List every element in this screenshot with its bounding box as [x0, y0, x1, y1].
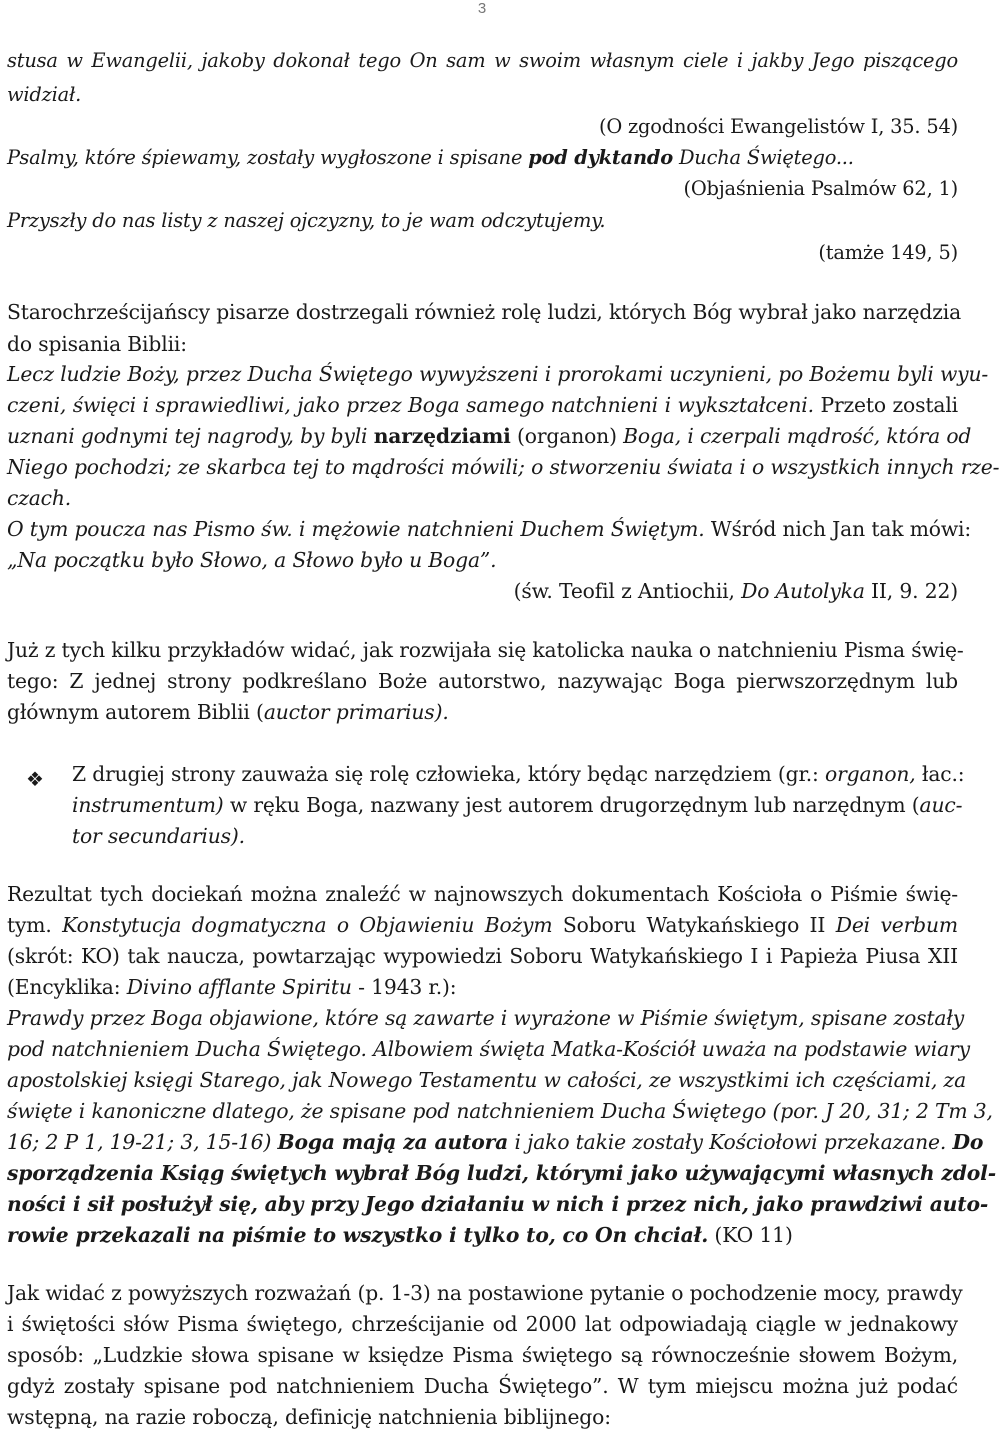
paragraph-3-line-1: Rezultat tych dociekań można znaleźć w najnowszych dokumentach Kościoła o Piśmie świę- — [7, 882, 958, 906]
emphasis-god-as-author: Boga mają za autora — [277, 1130, 509, 1154]
augustine-quote-reference-2: (Objaśnienia Psalmów 62, 1) — [683, 177, 958, 200]
theophilus-quote-line-6: O tym poucza nas Pismo św. i mężowie natchnieni Duchem Świętym. Wśród nich Jan tak mówi: — [7, 517, 972, 541]
theophilus-quote-line-4: Niego pochodzi; ze skarbca tej to mądrości mówili; o stworzeniu świata i o wszystkich innych rze- — [7, 455, 999, 479]
paragraph-1-line-2: do spisania Biblii: — [7, 332, 187, 356]
augustine-quote-reference-1: (O zgodności Ewangelistów I, 35. 54) — [599, 115, 958, 138]
augustine-quote-reference-3: (tamże 149, 5) — [818, 241, 958, 264]
paragraph-4-line-1: Jak widać z powyższych rozważań (p. 1-3) na postawione pytanie o pochodzenie mocy, prawdy — [7, 1281, 963, 1305]
paragraph-3-line-4: (Encyklika: Divino afflante Spiritu - 1943 r.): — [7, 975, 457, 999]
augustine-quote-line-1: stusa w Ewangelii, jakoby dokonał tego On sam w swoim własnym ciele i jakby Jego piszącego — [7, 49, 958, 72]
paragraph-2-line-1: Już z tych kilku przykładów widać, jak rozwijała się katolicka nauka o natchnieniu Pisma świę- — [7, 638, 964, 662]
diamond-bullet-icon: ❖ — [26, 767, 44, 791]
emphasis-dictation: pod dyktando — [528, 146, 673, 169]
paragraph-4-line-4: gdyż zostały spisane pod natchnieniem Ducha Świętego”. W tym miejscu można już podać — [7, 1374, 958, 1398]
theophilus-quote-line-3: uznani godnymi tej nagrody, by byli narzędziami (organon) Boga, i czerpali mądrość, która od — [7, 424, 972, 448]
theophilus-quote-line-1: Lecz ludzie Boży, przez Ducha Świętego wywyższeni i prorokami uczynieni, po Bożemu byli wyu- — [7, 362, 989, 386]
theophilus-quote-line-2: czeni, święci i sprawiedliwi, jako przez Boga samego natchnieni i wykształceni. Przeto zostali — [7, 393, 958, 417]
paragraph-2-line-3: głównym autorem Biblii (auctor primarius). — [7, 700, 449, 724]
bullet-line-3: tor secundarius). — [72, 824, 245, 848]
augustine-letters-quote: Przyszły do nas listy z naszej ojczyzny, to je wam odczytujemy. — [7, 209, 606, 232]
bullet-line-1: Z drugiej strony zauważa się rolę człowieka, który będąc narzędziem (gr.: organon, łac.: — [72, 762, 965, 786]
dei-verbum-line-7: ności i sił posłużył się, aby przy Jego działaniu w nich i przez nich, jako prawdziwi auto- — [7, 1192, 989, 1216]
dei-verbum-line-1: Prawdy przez Boga objawione, które są zawarte i wyrażone w Piśmie świętym, spisane zostały — [7, 1006, 965, 1030]
paragraph-2-line-2: tego: Z jednej strony podkreślano Boże autorstwo, nazywając Boga pierwszorzędnym lub — [7, 669, 958, 693]
paragraph-3-line-3: (skrót: KO) tak naucza, powtarzając wypowiedzi Soboru Watykańskiego I i Papieża Piusa XII — [7, 944, 958, 968]
dei-verbum-line-5: 16; 2 P 1, 19-21; 3, 15-16) Boga mają za autora i jako takie zostały Kościołowi przekazane. Do — [7, 1130, 984, 1154]
dei-verbum-line-3: apostolskiej księgi Starego, jak Nowego Testamentu w całości, ze wszystkimi ich częściami, za — [7, 1068, 967, 1092]
augustine-quote-line-2: widział. — [7, 83, 82, 106]
paragraph-3-line-2: tym. Konstytucja dogmatyczna o Objawieniu Bożym Soboru Watykańskiego II Dei verbum — [7, 913, 958, 937]
page-number: 3 — [477, 0, 487, 17]
augustine-psalms-quote: Psalmy, które śpiewamy, zostały wygłoszone i spisane pod dyktando Ducha Świętego... — [7, 146, 854, 169]
dei-verbum-line-8: rowie przekazali na piśmie to wszystko i tylko to, co On chciał. (KO 11) — [7, 1223, 793, 1247]
paragraph-4-line-2: i świętości słów Pisma świętego, chrześcijanie od 2000 lat odpowiadają ciągle w jednakowy — [7, 1312, 958, 1336]
dei-verbum-line-4: święte i kanoniczne dlatego, że spisane pod natchnieniem Ducha Świętego (por. J 20, 31; 2 Tm 3, — [7, 1099, 993, 1123]
emphasis-tools: narzędziami — [373, 424, 511, 448]
paragraph-1-line-1: Starochrześcijańscy pisarze dostrzegali również rolę ludzi, których Bóg wybrał jako narzędzia — [7, 300, 962, 324]
paragraph-4-line-5: wstępną, na razie roboczą, definicję natchnienia biblijnego: — [7, 1405, 611, 1429]
bullet-line-2: instrumentum) w ręku Boga, nazwany jest autorem drugorzędnym lub narzędnym (auc- — [72, 793, 963, 817]
paragraph-4-line-3: sposób: „Ludzkie słowa spisane w księdze Pisma świętego są równocześnie słowem Bożym, — [7, 1343, 958, 1367]
theophilus-quote-reference: (św. Teofil z Antiochii, Do Autolyka II, 9. 22) — [513, 579, 958, 603]
dei-verbum-line-2: pod natchnieniem Ducha Świętego. Albowiem święta Matka-Kościół uważa na podstawie wiary — [7, 1037, 970, 1061]
dei-verbum-line-6: sporządzenia Ksiąg świętych wybrał Bóg ludzi, którymi jako używającymi własnych zdol- — [7, 1161, 997, 1185]
theophilus-quote-line-5: czach. — [7, 486, 72, 510]
theophilus-quote-line-7: „Na początku było Słowo, a Słowo było u Boga”. — [7, 548, 497, 572]
